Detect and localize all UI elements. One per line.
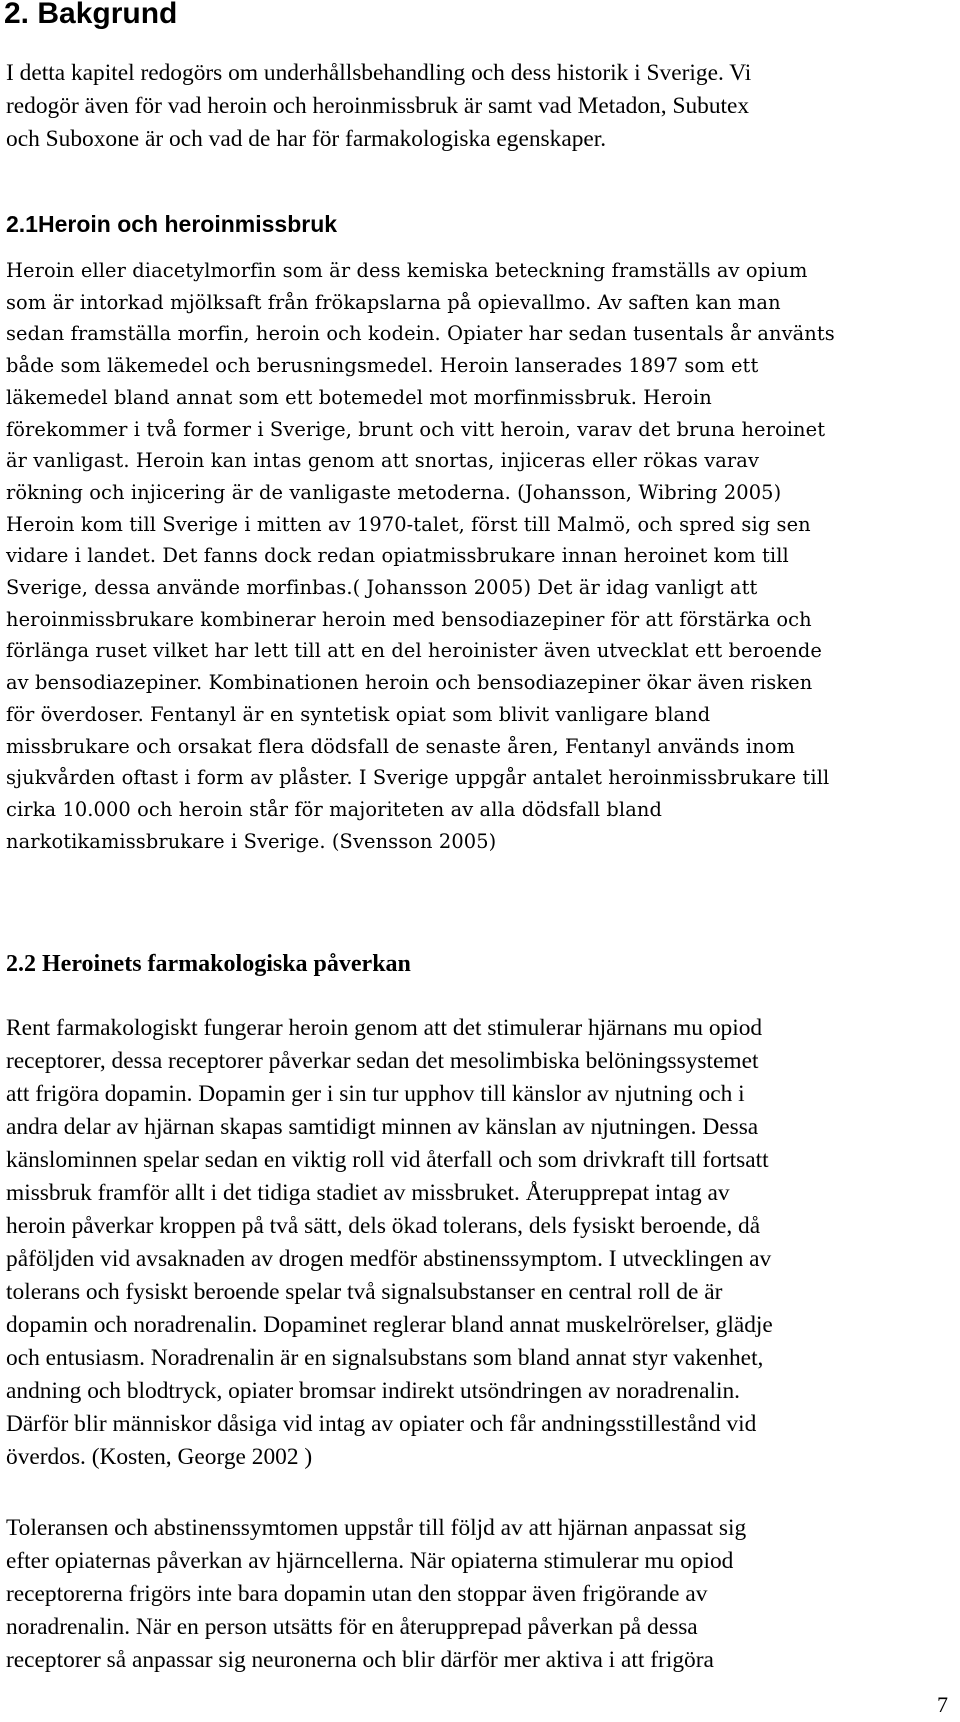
text-line: andning och blodtryck, opiater bromsar indirekt utsöndringen av noradrenalin. bbox=[6, 1378, 741, 1404]
text-line: påföljden vid avsaknaden av drogen medför abstinenssymptom. I utvecklingen av bbox=[6, 1246, 772, 1272]
text-line: narkotikamissbrukare i Sverige. (Svensson 2005) bbox=[6, 829, 497, 853]
text-line: I detta kapitel redogörs om underhållsbehandling och dess historik i Sverige. Vi bbox=[6, 60, 752, 86]
page-number: 7 bbox=[937, 1692, 948, 1717]
section-2-1-title: 2.1Heroin och heroinmissbruk bbox=[6, 211, 338, 237]
text-line: förekommer i två former i Sverige, brunt och vitt heroin, varav det bruna heroinet bbox=[6, 417, 826, 441]
text-line: rökning och injicering är de vanligaste metoderna. (Johansson, Wibring 2005) bbox=[6, 480, 782, 504]
text-line: receptorer, dessa receptorer påverkar sedan det mesolimbiska belöningssystemet bbox=[6, 1048, 759, 1074]
page-heading: 2. Bakgrund bbox=[4, 0, 178, 30]
text-line: noradrenalin. När en person utsätts för en återupprepad påverkan på dessa bbox=[6, 1614, 698, 1640]
section-2-2-paragraph-1 bbox=[6, 1012, 956, 1474]
text-line: tolerans och fysiskt beroende spelar två signalsubstanser en central roll de är bbox=[6, 1279, 723, 1305]
text-line: läkemedel bland annat som ett botemedel mot morfinmissbruk. Heroin bbox=[6, 385, 712, 409]
text-line: heroinmissbrukare kombinerar heroin med bensodiazepiner för att förstärka och bbox=[6, 607, 812, 631]
section-2-1-paragraph bbox=[6, 255, 956, 857]
text-line: Heroin kom till Sverige i mitten av 1970-talet, först till Malmö, och spred sig sen bbox=[6, 512, 811, 536]
text-line: Sverige, dessa använde morfinbas.( Johansson 2005) Det är idag vanligt att bbox=[6, 576, 758, 600]
text-line: Rent farmakologiskt fungerar heroin genom att det stimulerar hjärnans mu opiod bbox=[6, 1015, 763, 1041]
text-line: cirka 10.000 och heroin står för majoriteten av alla dödsfall bland bbox=[6, 797, 662, 821]
text-line: sjukvården oftast i form av plåster. I Sverige uppgår antalet heroinmissbrukare till bbox=[6, 766, 830, 790]
section-2-2-paragraph-2 bbox=[6, 1512, 956, 1677]
text-line: att frigöra dopamin. Dopamin ger i sin tur upphov till känslor av njutning och i bbox=[6, 1081, 745, 1107]
text-line: redogör även för vad heroin och heroinmissbruk är samt vad Metadon, Subutex bbox=[6, 93, 750, 119]
text-line: receptorer så anpassar sig neuronerna och blir därför mer aktiva i att frigöra bbox=[6, 1647, 714, 1673]
text-line: både som läkemedel och berusningsmedel. Heroin lanserades 1897 som ett bbox=[6, 354, 759, 378]
text-line: och entusiasm. Noradrenalin är en signalsubstans som bland annat styr vakenhet, bbox=[6, 1345, 764, 1371]
text-line: som är intorkad mjölksaft från frökapslarna på opievallmo. Av saften kan man bbox=[6, 290, 781, 314]
text-line: Toleransen och abstinenssymtomen uppstår till följd av att hjärnan anpassat sig bbox=[6, 1515, 747, 1541]
text-line: missbrukare och orsakat flera dödsfall de senaste åren, Fentanyl används inom bbox=[6, 734, 795, 758]
text-line: Heroin eller diacetylmorfin som är dess kemiska beteckning framställs av opium bbox=[6, 259, 808, 282]
text-line: receptorerna frigörs inte bara dopamin utan den stoppar även frigörande av bbox=[6, 1581, 708, 1607]
text-line: vidare i landet. Det fanns dock redan opiatmissbrukare innan heroinet kom till bbox=[6, 544, 789, 568]
text-line: missbruk framför allt i det tidiga stadiet av missbruket. Återupprepat intag av bbox=[6, 1180, 730, 1206]
section-2-2-title: 2.2 Heroinets farmakologiska påverkan bbox=[6, 951, 411, 977]
text-line: efter opiaternas påverkan av hjärncellerna. När opiaterna stimulerar mu opiod bbox=[6, 1548, 734, 1574]
text-line: sedan framställa morfin, heroin och kodein. Opiater har sedan tusentals år använts bbox=[6, 322, 835, 346]
text-line: Därför blir människor dåsiga vid intag av opiater och får andningsstillestånd vid bbox=[6, 1411, 757, 1437]
text-line: känslominnen spelar sedan en viktig roll vid återfall och som drivkraft till fortsatt bbox=[6, 1147, 769, 1173]
text-line: av bensodiazepiner. Kombinationen heroin och bensodiazepiner ökar även risken bbox=[6, 671, 813, 695]
text-line: överdos. (Kosten, George 2002 ) bbox=[6, 1444, 313, 1470]
text-line: för överdoser. Fentanyl är en syntetisk opiat som blivit vanligare bland bbox=[6, 702, 711, 726]
text-line: är vanligast. Heroin kan intas genom att snortas, injiceras eller rökas varav bbox=[6, 449, 760, 473]
text-line: heroin påverkar kroppen på två sätt, dels ökad tolerans, dels fysiskt beroende, då bbox=[6, 1213, 761, 1239]
text-line: förlänga ruset vilket har lett till att en del heroinister även utvecklat ett beroende bbox=[6, 639, 822, 663]
text-line: dopamin och noradrenalin. Dopaminet reglerar bland annat muskelrörelser, glädje bbox=[6, 1312, 773, 1338]
text-line: andra delar av hjärnan skapas samtidigt minnen av känslan av njutningen. Dessa bbox=[6, 1114, 759, 1140]
intro-paragraph bbox=[6, 57, 956, 156]
text-line: och Suboxone är och vad de har för farmakologiska egenskaper. bbox=[6, 126, 607, 152]
